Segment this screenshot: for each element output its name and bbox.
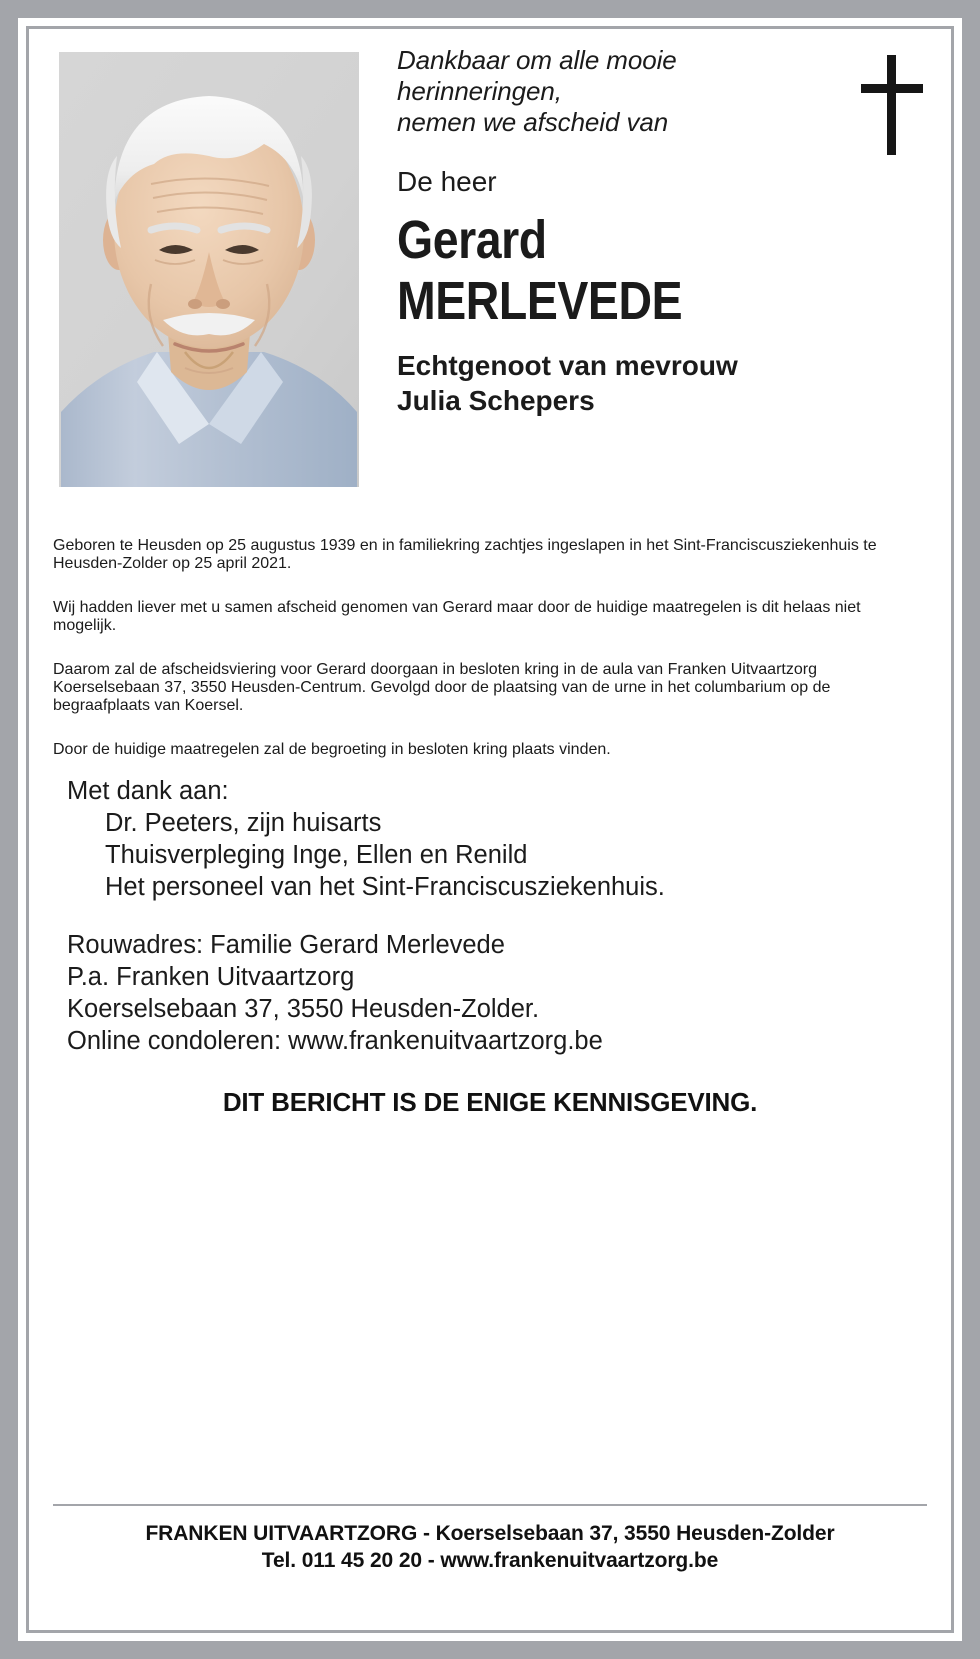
header-text-block	[397, 45, 877, 418]
funeral-home-footer	[29, 1520, 951, 1574]
spouse-info	[397, 348, 877, 418]
intro-line-1: Dankbaar om alle mooie	[397, 45, 677, 75]
thanks-item: Dr. Peeters, zijn huisarts	[105, 809, 382, 837]
mourning-address-block	[53, 929, 927, 1057]
card-frame-gap	[18, 18, 962, 1641]
online-condolence-link[interactable]: Online condoleren: www.frankenuitvaartzorg.be	[67, 1027, 603, 1055]
paragraph-greeting-text: Door de huidige maatregelen zal de begroeting in besloten kring plaats vinden.	[53, 741, 611, 758]
card-inner-frame	[26, 26, 954, 1633]
paragraph-farewell-text: Wij hadden liever met u samen afscheid genomen van Gerard maar door de huidige maatregelen is dit helaas niet mogelijk.	[53, 599, 861, 634]
mourning-address-line: Koerselsebaan 37, 3550 Heusden-Zolder.	[67, 995, 540, 1023]
single-notice-statement: DIT BERICHT IS DE ENIGE KENNISGEVING.	[222, 1087, 758, 1117]
salutation: De heer	[397, 166, 497, 197]
paragraph-birth-death-text: Geboren te Heusden op 25 augustus 1939 en in familiekring zachtjes ingeslapen in het Sint-Franciscusziekenhuis te Heusden-Zolder op 25 april 2021.	[53, 537, 877, 572]
thanks-item: Het personeel van het Sint-Franciscusziekenhuis.	[105, 873, 665, 901]
thanks-block	[53, 775, 927, 903]
spouse-line-2: Julia Schepers	[397, 385, 595, 416]
footer-line-phone-website[interactable]: Tel. 011 45 20 20 - www.frankenuitvaartzorg.be	[261, 1549, 719, 1572]
card-header	[29, 29, 951, 507]
intro-line-3: nemen we afscheid van	[397, 107, 669, 137]
cross-horizontal-bar	[861, 84, 923, 93]
mourning-address-line: P.a. Franken Uitvaartzorg	[67, 963, 355, 991]
spouse-line-1: Echtgenoot van mevrouw	[397, 350, 738, 381]
intro-line-2: herinneringen,	[397, 76, 562, 106]
intro-text	[397, 45, 877, 138]
card-body	[29, 511, 951, 1118]
last-name: MERLEVEDE	[397, 271, 683, 331]
thanks-heading: Met dank aan:	[67, 777, 229, 805]
first-name: Gerard	[397, 210, 547, 270]
footer-line-company-address: FRANKEN UITVAARTZORG - Koerselsebaan 37, 3550 Heusden-Zolder	[145, 1522, 835, 1545]
portrait-photo	[59, 52, 359, 487]
thanks-item: Thuisverpleging Inge, Ellen en Renild	[105, 841, 528, 869]
mourning-address-line: Rouwadres: Familie Gerard Merlevede	[67, 931, 505, 959]
paragraph-ceremony-text: Daarom zal de afscheidsviering voor Gerard doorgaan in besloten kring in de aula van Franken Uitvaartzorg Koerselsebaan 37, 3550 Heusden-Centrum. Gevolgd door de plaatsing van de urne in het columbarium op de begraafplaats van Koersel.	[53, 661, 831, 714]
cross-vertical-bar	[887, 55, 896, 155]
memorial-card	[29, 29, 951, 1630]
christian-cross-icon	[861, 55, 923, 155]
footer-divider	[53, 1504, 927, 1506]
